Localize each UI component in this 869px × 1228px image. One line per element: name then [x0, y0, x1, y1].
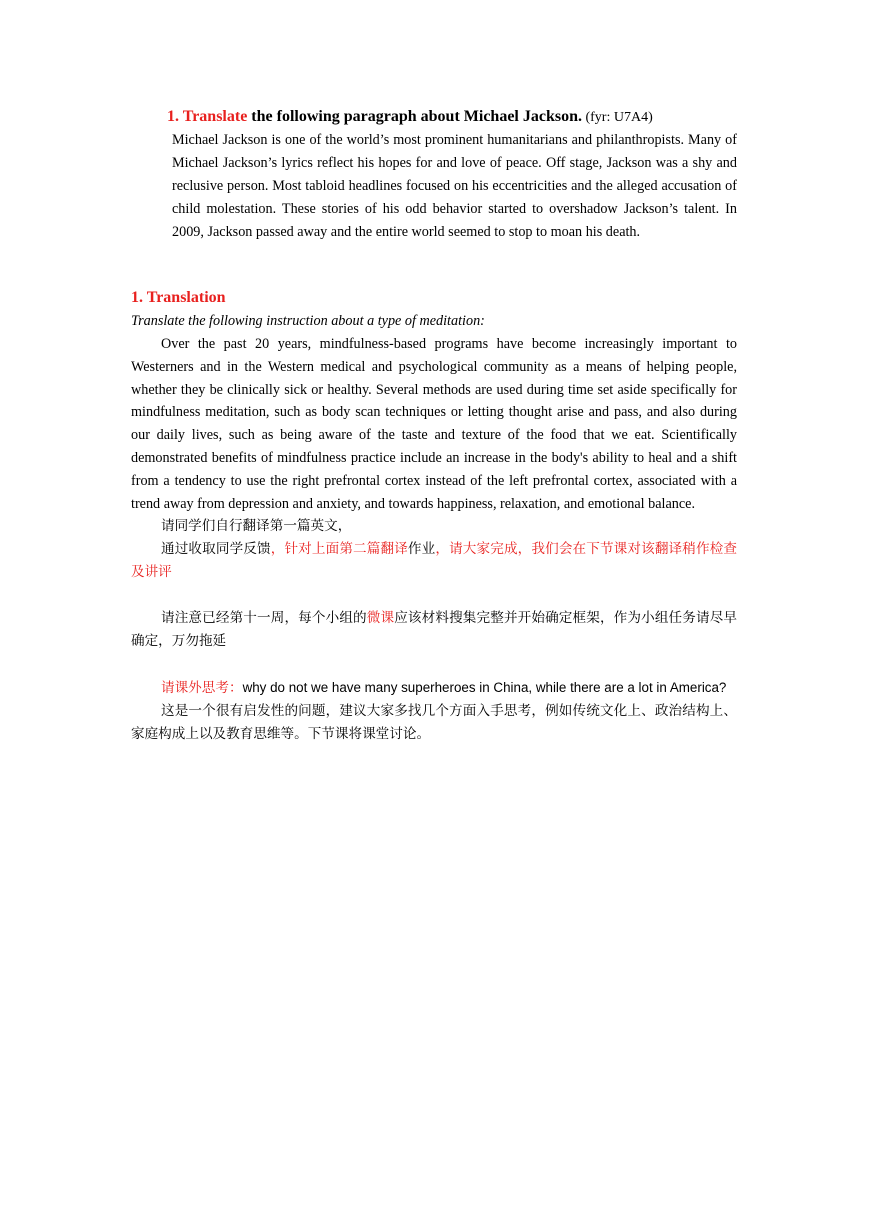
note-discussion: 这是一个很有启发性的问题，建议大家多找几个方面入手思考，例如传统文化上、政治结构上、家庭构成上以及教育思维等。下节课将课堂讨论。	[131, 703, 737, 743]
think-label: 请课外思考：	[161, 680, 243, 697]
note-group-a: 请注意已经第十一周，每个小组的	[161, 610, 367, 627]
note-feedback-d: ，请大家完成，我们会在下节课对该翻译稍作检查及讲评	[131, 541, 738, 581]
section-2-title: 1. Translation	[131, 289, 226, 306]
note-feedback-a: 通过收取同学反馈	[161, 541, 271, 558]
michael-jackson-paragraph: Michael Jackson is one of the world’s most prominent humanitarians and philanthropists. Many of Michael Jackson’s lyrics reflect his hopes for and love of peace. Off stage, Jackson was a shy and reclusive person. Most tabloid headlines focused on his eccentricities and the alleged accusation of child molestation. These stories of his odd behavior started to overshadow Jackson’s talent. In 2009, Jackson passed away and the entire world seemed to stop to moan his death.	[172, 132, 737, 240]
note-feedback-b: ，针对上面第二篇翻译	[270, 541, 408, 558]
section-1-reference-tag: (fyr: U7A4)	[581, 110, 653, 125]
section-1-title	[167, 106, 737, 129]
note-think-question	[131, 676, 737, 700]
note-group-c: 应该材料搜集完整并开始确定框架，作为小组任务请尽早确定，万勿拖延	[131, 610, 738, 650]
section-1-title-text: the following paragraph about Michael Jackson.	[247, 108, 582, 125]
note-feedback	[131, 538, 737, 584]
section-1	[167, 106, 737, 244]
note-feedback-c: 作业	[407, 541, 436, 558]
section-1-number: 1. Translate	[167, 108, 248, 125]
section-2	[131, 286, 737, 746]
spacer	[131, 653, 737, 676]
think-question-text: why do not we have many superheroes in China, while there are a lot in America?	[242, 680, 727, 696]
section-2-instruction: Translate the following instruction about a type of meditation:	[131, 313, 485, 329]
note-group-microlesson	[131, 607, 737, 653]
meditation-paragraph: Over the past 20 years, mindfulness-based programs have become increasingly important to Westerners and in the Western medical and psychological community as a means of helping people, whether they be clinically sick or healthy. Several methods are used during time set aside specifically for mindfulness meditation, such as body scan techniques or letting thought arise and pass, and also during our daily lives, such as being aware of the taste and texture of the food that we eat. Scientifically demonstrated benefits of mindfulness practice include an increase in the body's ability to heal and a shift from a tendency to use the right prefrontal cortex instead of the left prefrontal cortex, associated with a trend away from depression and anxiety, and towards happiness, relaxation, and emotional balance.	[131, 336, 737, 512]
note-self-translate: 请同学们自行翻译第一篇英文，	[161, 518, 352, 535]
spacer	[131, 584, 737, 607]
note-group-microlesson-highlight: 微课	[366, 610, 395, 627]
